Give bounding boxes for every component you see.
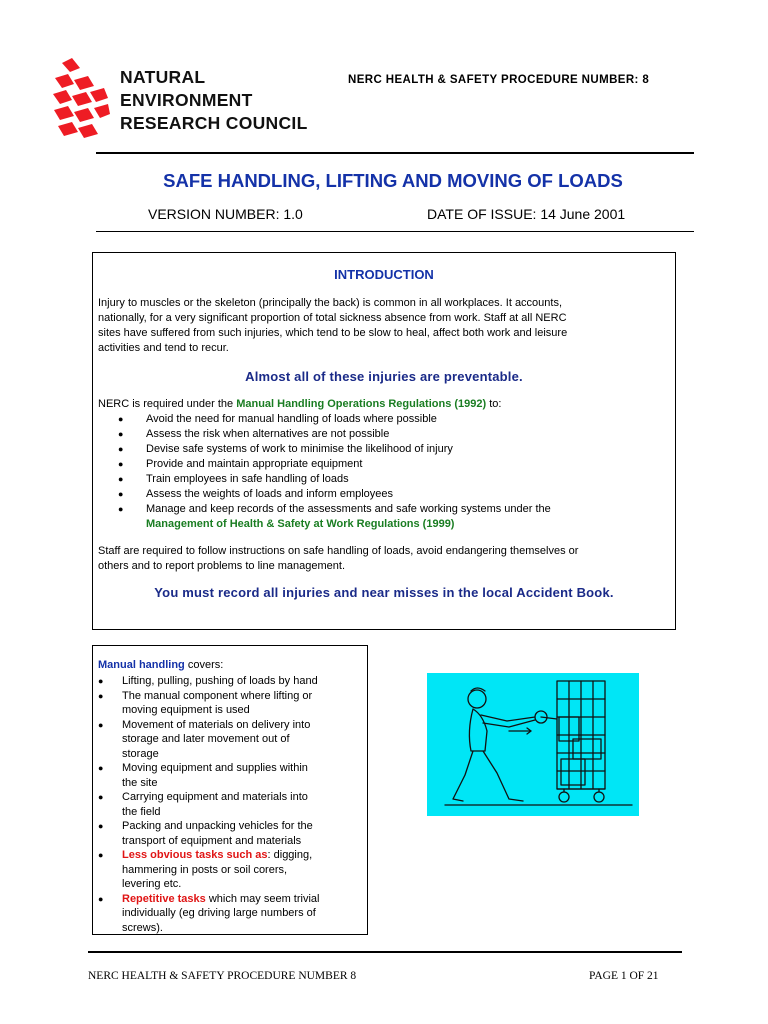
bullet-icon: ●	[118, 474, 124, 484]
list-item: ● Movement of materials on delivery into storage and later movement out of storage	[98, 718, 311, 760]
repetitive-tasks-label: Repetitive tasks	[122, 892, 206, 905]
org-line: ENVIRONMENT	[120, 90, 253, 110]
list-item: ● Train employees in safe handling of loads	[118, 473, 349, 485]
procedure-number-header: NERC HEALTH & SAFETY PROCEDURE NUMBER: 8	[348, 74, 650, 86]
accident-book-notice: You must record all injuries and near misses in the local Accident Book.	[154, 585, 614, 600]
manual-handling-list	[98, 674, 319, 935]
manual-handling-box	[92, 645, 368, 935]
list-item: ● Provide and maintain appropriate equipment	[118, 458, 363, 470]
covers-label: covers:	[184, 659, 224, 671]
requirement-lead	[98, 397, 670, 412]
org-line: NATURAL	[120, 67, 206, 87]
bullet-icon: ●	[98, 850, 104, 860]
date-of-issue: DATE OF ISSUE: 14 June 2001	[427, 206, 626, 222]
bullet-icon: ●	[118, 459, 124, 469]
person-pushing-trolley-icon	[427, 673, 639, 816]
requirement-suffix: to:	[486, 398, 502, 410]
bullet-icon: ●	[98, 719, 104, 730]
version-number: VERSION NUMBER: 1.0	[148, 206, 303, 222]
list-item: ● Carrying equipment and materials into the field	[98, 791, 308, 818]
list-item: ● Repetitive tasks which may seem trivial individually (eg driving large numbers of screws).	[98, 892, 320, 934]
introduction-heading: INTRODUCTION	[334, 267, 434, 282]
bullet-icon: ●	[118, 444, 124, 454]
document-title: SAFE HANDLING, LIFTING AND MOVING OF LOADS	[163, 170, 623, 191]
management-regulation: Management of Health & Safety at Work Regulations (1999)	[146, 518, 455, 530]
manual-handling-term: Manual handling	[98, 659, 185, 671]
bullet-icon: ●	[98, 893, 104, 904]
bullet-icon: ●	[98, 821, 104, 831]
nerc-logo	[50, 58, 350, 148]
bullet-icon: ●	[98, 763, 104, 773]
list-item: ● The manual component where lifting or moving equipment is used	[98, 689, 313, 716]
list-item: ● Lifting, pulling, pushing of loads by hand	[98, 675, 318, 687]
list-item: ● Less obvious tasks such as: digging, hammering in posts or soil corers, levering etc.	[98, 849, 313, 890]
bullet-icon: ●	[118, 414, 124, 424]
manual-handling-regulation: Manual Handling Operations Regulations (1992)	[236, 398, 487, 410]
paragraph-line: sites have suffered from such injuries, which tend to be slow to heal, affect both work and leisure	[98, 327, 568, 339]
requirement-prefix: NERC is required under the	[98, 398, 237, 410]
paragraph-line: Staff are required to follow instructions on safe handling of loads, avoid endangering themselves or	[98, 545, 579, 557]
introduction-paragraph	[98, 296, 670, 356]
less-obvious-label: Less obvious tasks such as	[122, 849, 268, 861]
bullet-icon: ●	[118, 429, 124, 439]
paragraph-line: nationally, for a very significant proportion of total sickness absence from work. Staff at all NERC	[98, 312, 567, 324]
bullet-icon: ●	[98, 676, 104, 686]
list-item: ● Moving equipment and supplies within the site	[98, 762, 308, 789]
staff-paragraph	[98, 544, 670, 574]
bullet-icon: ●	[118, 489, 124, 499]
cage-trolley-illustration	[427, 673, 639, 816]
list-item: ● Manage and keep records of the assessments and safe working systems under the Management of Health & Safety at Work Regulations (1999)	[118, 503, 551, 530]
list-item: ● Assess the weights of loads and inform employees	[118, 488, 394, 500]
footer-divider	[88, 951, 682, 953]
bullet-icon: ●	[98, 792, 104, 802]
paragraph-line: Injury to muscles or the skeleton (principally the back) is common in all workplaces. It accounts,	[98, 297, 563, 309]
introduction-box	[92, 252, 676, 630]
list-item: ● Packing and unpacking vehicles for the transport of equipment and materials	[98, 820, 313, 847]
requirement-list	[118, 412, 551, 532]
organisation-name	[120, 66, 308, 135]
list-item: ● Avoid the need for manual handling of loads where possible	[118, 413, 437, 425]
org-line: RESEARCH COUNCIL	[120, 113, 308, 133]
manual-handling-heading	[98, 659, 223, 671]
nerc-logo-mark-icon	[50, 58, 110, 148]
paragraph-line: others and to report problems to line management.	[98, 560, 346, 572]
preventable-statement: Almost all of these injuries are preventable.	[245, 369, 523, 384]
version-divider	[96, 231, 694, 232]
bullet-icon: ●	[98, 690, 104, 701]
footer-page-number: PAGE 1 OF 21	[589, 970, 659, 982]
footer-procedure-number: NERC HEALTH & SAFETY PROCEDURE NUMBER 8	[88, 970, 357, 982]
list-item: ● Assess the risk when alternatives are not possible	[118, 428, 390, 440]
list-item: ● Devise safe systems of work to minimise the likelihood of injury	[118, 443, 453, 455]
header-divider	[96, 152, 694, 154]
paragraph-line: activities and tend to recur.	[98, 342, 229, 354]
bullet-icon: ●	[118, 504, 124, 514]
